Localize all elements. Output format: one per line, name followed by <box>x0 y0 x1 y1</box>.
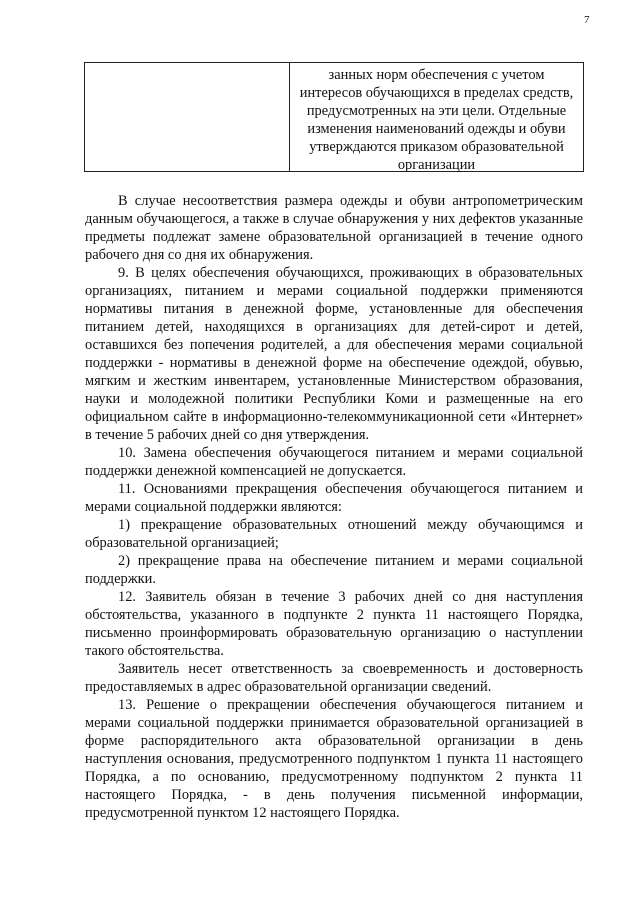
paragraph-item-10: 10. Замена обеспечения обучающегося питанием и мерами социальной поддержки денежной компенсацией не допускается. <box>85 445 583 479</box>
paragraph-item-11-sub-2: 2) прекращение права на обеспечение питанием и мерами социальной поддержки. <box>85 553 583 587</box>
paragraph-item-9: 9. В целях обеспечения обучающихся, проживающих в образовательных организациях, питанием и мерами социальной поддержки применяются нормативы питания в денежной форме, установленные для обеспечения питанием детей, находящихся в организациях для детей-сирот и детей, оставшихся без попечения родителей, а для обеспечения мерами социальной поддержки - нормативы в денежной форме на обеспечение одеждой, обувью, мягким и жестким инвентарем, установленные Министерством образования, науки и молодежной политики Республики Коми и размещенные на его официальном сайте в информационно-телекоммуникационной сети «Интернет» в течение 5 рабочих дней со дня утверждения. <box>85 265 583 443</box>
paragraph-size-mismatch: В случае несоответствия размера одежды и обуви антропометрическим данным обучающегося, а также в случае обнаружения у них дефектов указанные предметы подлежат замене образовательной организацией в течение одного рабочего дня со дня их обнаружения. <box>85 193 583 263</box>
table-right-cell: занных норм обеспечения с учетом интересов обучающихся в пределах средств, предусмотренных на эти цели. Отдельные изменения наименований одежды и обуви утверждаются приказом образовательной организации <box>299 67 574 173</box>
paragraph-item-11-sub-1: 1) прекращение образовательных отношений между обучающимся и образовательной организацией; <box>85 517 583 551</box>
table-left-cell <box>85 63 290 171</box>
paragraph-item-11: 11. Основаниями прекращения обеспечения обучающегося питанием и мерами социальной поддержки являются: <box>85 481 583 515</box>
page-number: 7 <box>584 14 590 26</box>
document-body <box>85 192 583 822</box>
paragraph-item-13: 13. Решение о прекращении обеспечения обучающегося питанием и мерами социальной поддержки принимается образовательной организацией в форме распорядительного акта образовательной организации в день наступления основания, предусмотренного подпунктом 1 пункта 11 настоящего Порядка, а по основанию, предусмотренному подпунктом 2 пункта 11 настоящего Порядка, - в день получения письменной информации, предусмотренной пунктом 12 настоящего Порядка. <box>85 697 583 821</box>
paragraph-item-12: 12. Заявитель обязан в течение 3 рабочих дней со дня наступления обстоятельства, указанного в подпункте 2 пункта 11 настоящего Порядка, письменно проинформировать образовательную организацию о наступлении такого обстоятельства. <box>85 589 583 659</box>
paragraph-applicant-responsibility: Заявитель несет ответственность за своевременность и достоверность предоставляемых в адрес образовательной организации сведений. <box>85 661 583 695</box>
continuation-table <box>84 62 584 172</box>
